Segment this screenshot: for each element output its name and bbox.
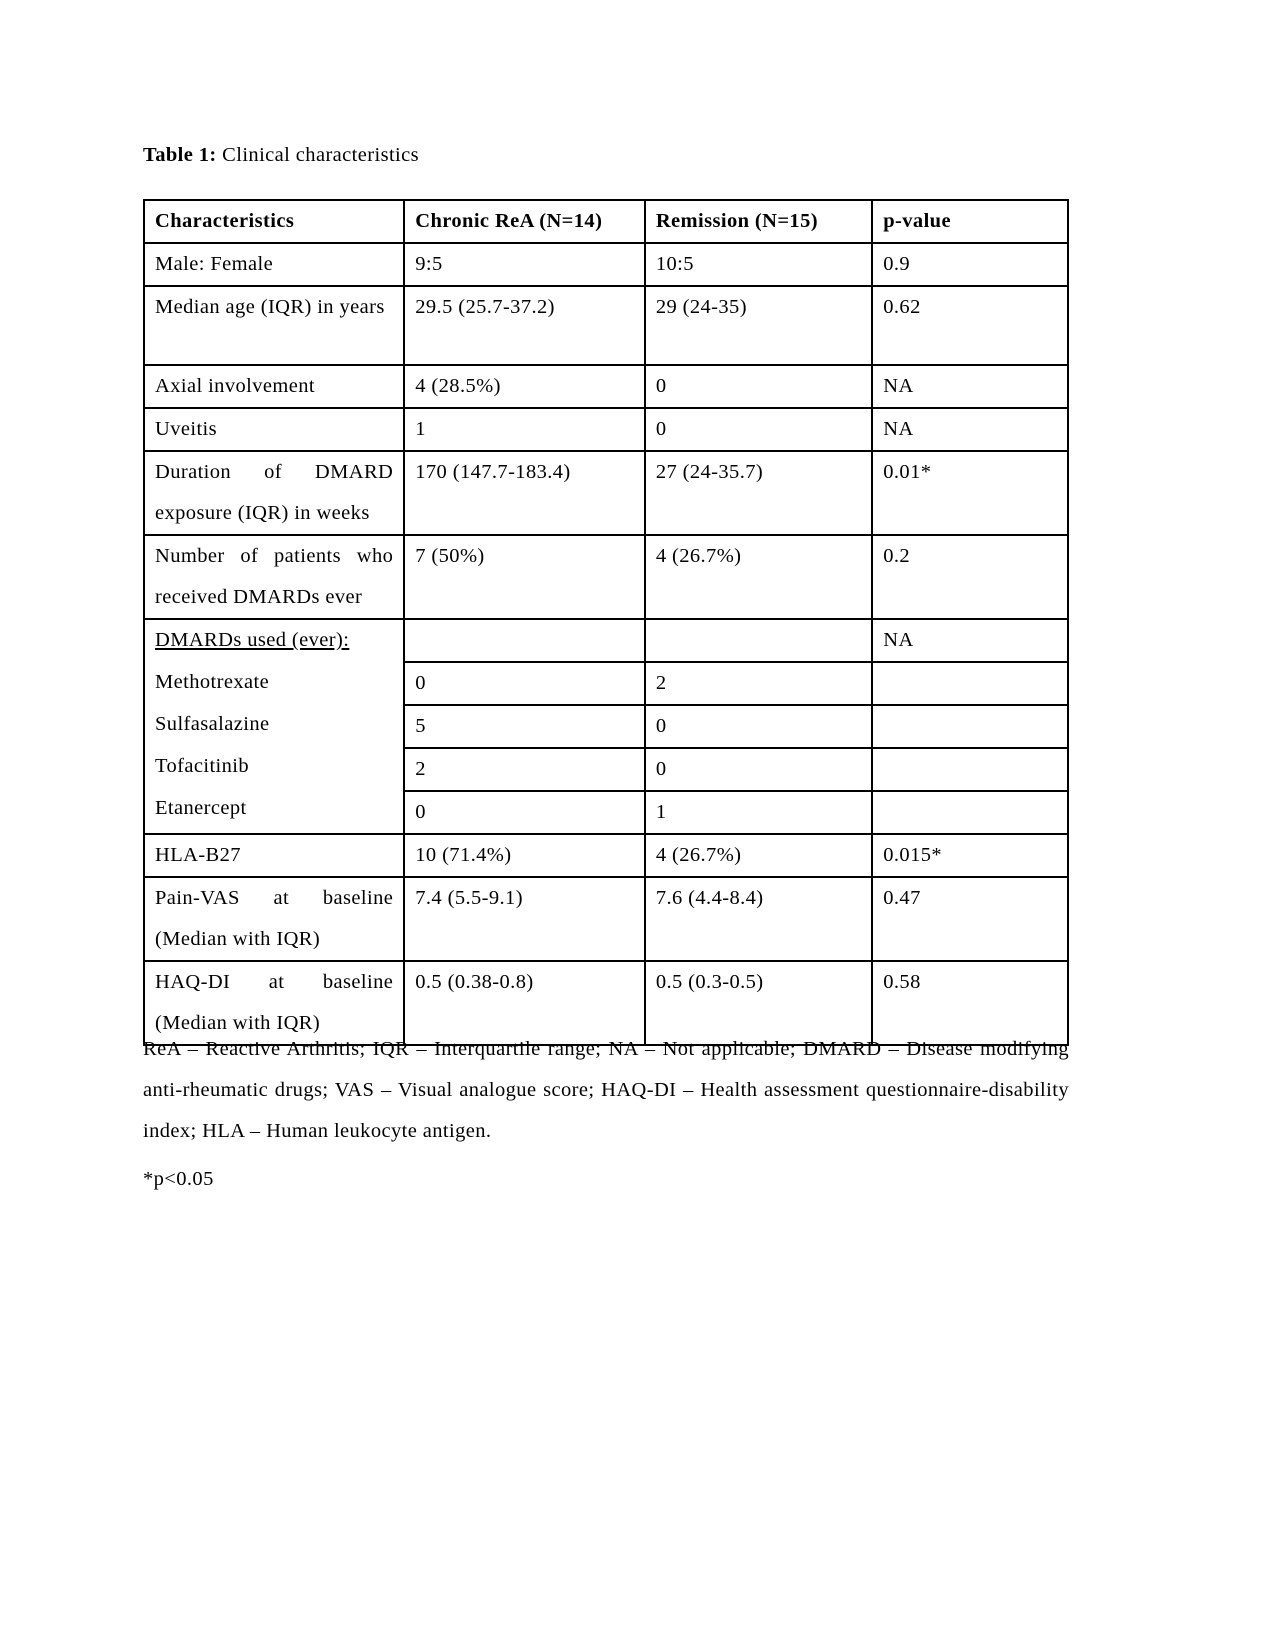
table-cell: 7.6 (4.4-8.4): [645, 877, 872, 961]
table-cell: Duration of DMARD exposure (IQR) in weeks: [144, 451, 404, 535]
dmards-used-cell: [144, 619, 404, 834]
table-cell: 0.5 (0.3-0.5): [645, 961, 872, 1045]
table-cell: Uveitis: [144, 408, 404, 451]
table-cell: 0: [645, 365, 872, 408]
table-cell: NA: [872, 365, 1068, 408]
clinical-characteristics-table: [143, 199, 1069, 1046]
dmard-name: Etanercept: [155, 797, 247, 819]
dmard-name: Methotrexate: [155, 671, 270, 693]
table-cell: 0: [645, 408, 872, 451]
table-cell: 7 (50%): [404, 535, 645, 619]
table-row: [144, 408, 1068, 451]
table-row: [144, 619, 1068, 662]
table-row: [144, 535, 1068, 619]
table-cell: Pain-VAS at baseline (Median with IQR): [144, 877, 404, 961]
table-cell: 29.5 (25.7-37.2): [404, 286, 645, 365]
table-row: [144, 877, 1068, 961]
dmard-name: Tofacitinib: [155, 755, 250, 777]
table-cell: 4 (28.5%): [404, 365, 645, 408]
table-cell: 9:5: [404, 243, 645, 286]
table-cell: Characteristics: [144, 200, 404, 243]
table-cell: 170 (147.7-183.4): [404, 451, 645, 535]
table-cell: [404, 619, 645, 662]
table-cell: [872, 662, 1068, 705]
table-cell: 29 (24-35): [645, 286, 872, 365]
table-cell: HLA-B27: [144, 834, 404, 877]
table-cell: p-value: [872, 200, 1068, 243]
table-cell: 2: [404, 748, 645, 791]
caption-label: Table 1:: [143, 144, 217, 166]
table-footnote: ReA – Reactive Arthritis; IQR – Interquartile range; NA – Not applicable; DMARD – Disease modifying anti-rheumatic drugs; VAS – Visual analogue score; HAQ-DI – Health assessment questionnaire-disability index; HLA – Human leukocyte antigen.: [143, 1038, 1069, 1142]
table-cell: [872, 705, 1068, 748]
dmards-heading: DMARDs used (ever):: [155, 629, 350, 651]
table-cell: [872, 791, 1068, 834]
table-cell: 0.015*: [872, 834, 1068, 877]
table-cell: 27 (24-35.7): [645, 451, 872, 535]
table-row: [144, 451, 1068, 535]
caption-title: Clinical characteristics: [216, 144, 420, 166]
significance-note: *p<0.05: [143, 1168, 214, 1190]
table-cell: [645, 619, 872, 662]
table-cell: 0.62: [872, 286, 1068, 365]
table-cell: 0: [645, 748, 872, 791]
table-header-row: [144, 200, 1068, 243]
table-cell: 0.01*: [872, 451, 1068, 535]
table-cell: 0: [404, 662, 645, 705]
table-cell: 0: [645, 705, 872, 748]
table-cell: 0: [404, 791, 645, 834]
table-cell: Axial involvement: [144, 365, 404, 408]
table-row: [144, 243, 1068, 286]
table-cell: 7.4 (5.5-9.1): [404, 877, 645, 961]
table-cell: 1: [645, 791, 872, 834]
table-cell: NA: [872, 408, 1068, 451]
table-cell: 4 (26.7%): [645, 535, 872, 619]
table-cell: 4 (26.7%): [645, 834, 872, 877]
table-cell: 0.9: [872, 243, 1068, 286]
table-cell: 0.58: [872, 961, 1068, 1045]
table-cell: Male: Female: [144, 243, 404, 286]
table-cell: NA: [872, 619, 1068, 662]
table-cell: [872, 748, 1068, 791]
table-cell: 10 (71.4%): [404, 834, 645, 877]
table-cell: Median age (IQR) in years: [144, 286, 404, 365]
table-cell: 0.2: [872, 535, 1068, 619]
dmard-name: Sulfasalazine: [155, 713, 270, 735]
table-cell: 2: [645, 662, 872, 705]
table-row: [144, 286, 1068, 365]
table-cell: 0.5 (0.38-0.8): [404, 961, 645, 1045]
table-cell: 1: [404, 408, 645, 451]
table-cell: Chronic ReA (N=14): [404, 200, 645, 243]
table-cell: 10:5: [645, 243, 872, 286]
table-cell: Number of patients who received DMARDs ever: [144, 535, 404, 619]
table-caption: [143, 144, 419, 167]
table-cell: HAQ-DI at baseline (Median with IQR): [144, 961, 404, 1045]
table-row: [144, 365, 1068, 408]
table-cell: 5: [404, 705, 645, 748]
table-cell: Remission (N=15): [645, 200, 872, 243]
table-row: [144, 834, 1068, 877]
table-cell: 0.47: [872, 877, 1068, 961]
